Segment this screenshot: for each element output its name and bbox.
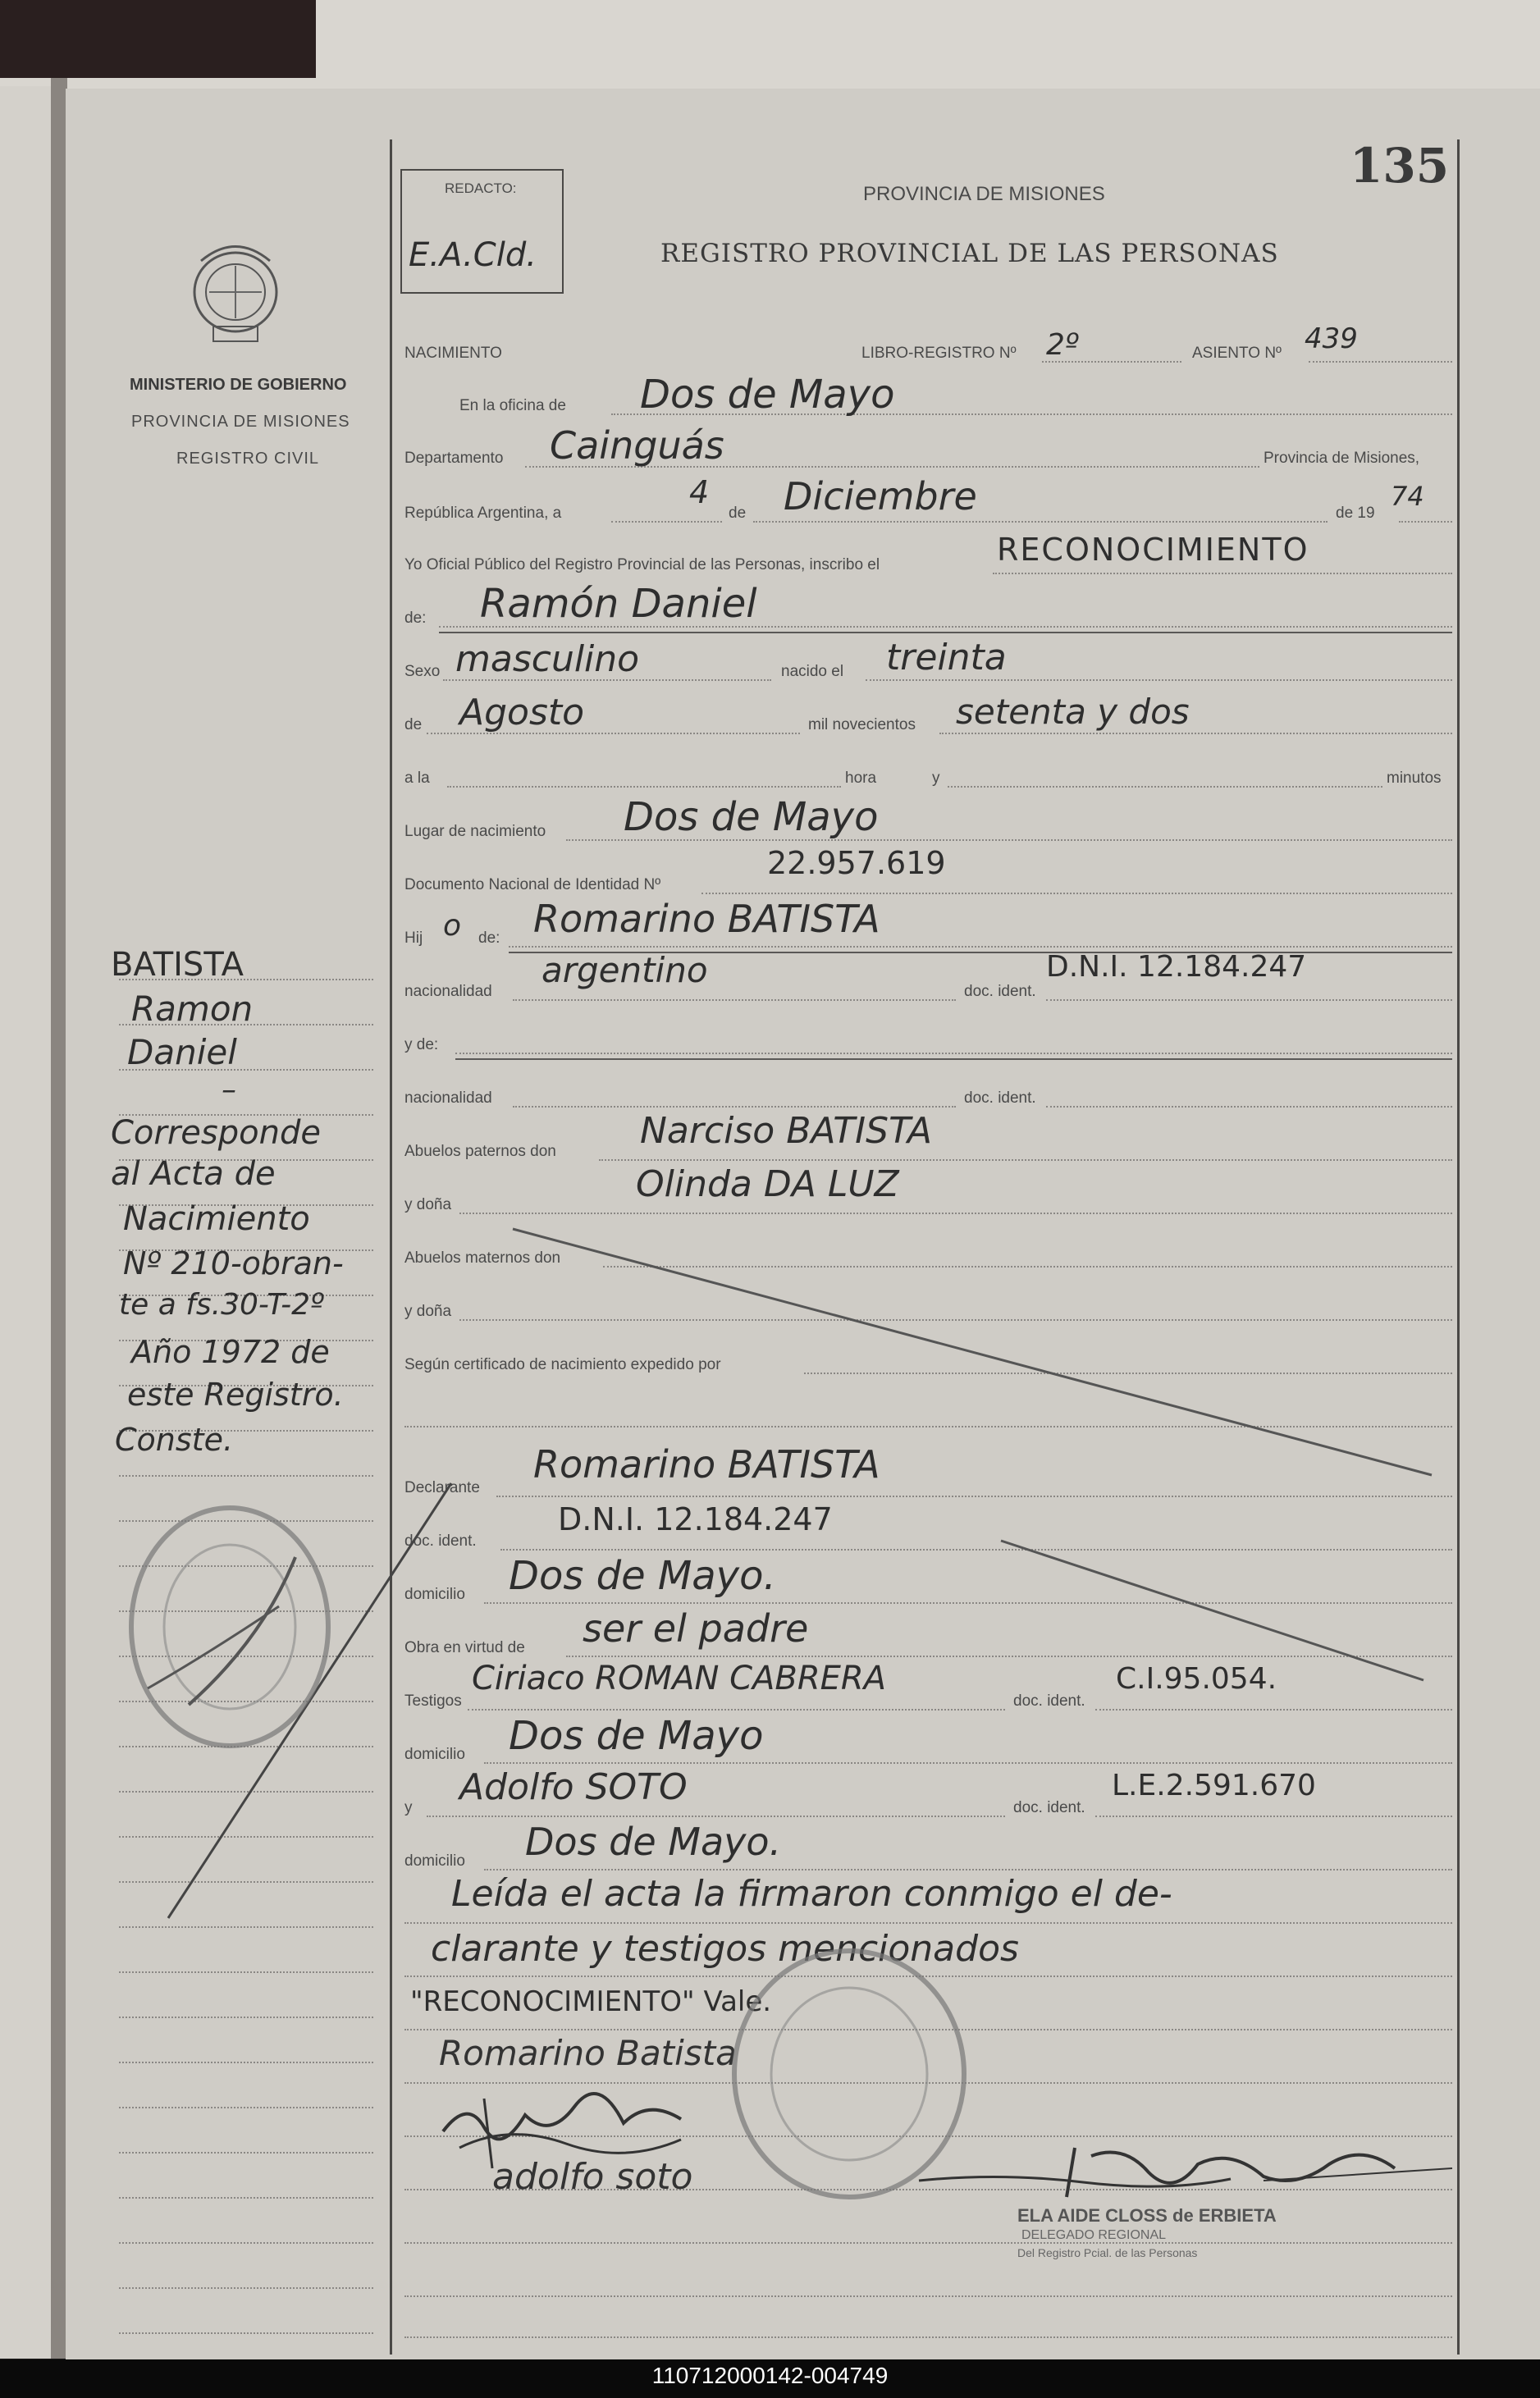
label-de-mes: de <box>729 505 747 522</box>
label-y-dona2: y doña <box>404 1303 452 1320</box>
book-binding <box>51 78 67 2359</box>
entry-testigo1-doc: C.I.95.054. <box>1116 1662 1277 1696</box>
entry-mes: Diciembre <box>784 474 977 518</box>
entry-declarante-doc: D.N.I. 12.184.247 <box>558 1501 833 1537</box>
label-sexo: Sexo <box>404 663 441 680</box>
label-oficina: En la oficina de <box>459 397 566 414</box>
redacto-label: REDACTO: <box>445 180 517 196</box>
label-a-la: a la <box>404 770 430 787</box>
label-obra: Obra en virtud de <box>404 1639 525 1656</box>
label-doc-ident2: doc. ident. <box>964 1089 1036 1107</box>
label-nacionalidad2: nacionalidad <box>404 1089 492 1107</box>
image-id-label: 110712000142-004749 <box>651 2363 889 2388</box>
ministry-line2: PROVINCIA DE MISIONES <box>131 413 350 431</box>
label-nacimiento: NACIMIENTO <box>404 345 502 362</box>
label-de-19: de 19 <box>1336 505 1375 522</box>
stamp-line2: DELEGADO REGIONAL <box>1021 2228 1167 2242</box>
label-testigos: Testigos <box>404 1692 462 1710</box>
label-de-nombre: de: <box>404 610 427 627</box>
margin-note-8: Nº 210-obran- <box>123 1245 344 1281</box>
label-asiento: ASIENTO Nº <box>1192 345 1282 362</box>
margin-note-5: Corresponde <box>111 1114 321 1152</box>
margin-note-9: te a fs.30-T-2º <box>119 1288 324 1322</box>
label-de-mes2: de <box>404 716 423 733</box>
margin-note-6: al Acta de <box>111 1155 276 1193</box>
label-republica: República Argentina, a <box>404 505 562 522</box>
margin-note-11: este Registro. <box>127 1377 344 1413</box>
entry-nombre: Ramón Daniel <box>480 581 757 627</box>
label-domicilio2: domicilio <box>404 1746 465 1763</box>
margin-note-7: Nacimiento <box>123 1200 310 1238</box>
label-declarante: Declarante <box>404 1479 480 1496</box>
entry-cierre2: clarante y testigos mencionados <box>431 1928 1019 1970</box>
stamp-line3: Del Registro Pcial. de las Personas <box>1017 2246 1198 2259</box>
entry-oficina: Dos de Mayo <box>640 372 895 418</box>
label-abuelos-maternos: Abuelos maternos don <box>404 1249 561 1267</box>
entry-anio: 74 <box>1391 481 1424 512</box>
label-doc-ident3: doc. ident. <box>404 1532 477 1550</box>
label-hora: hora <box>845 770 877 787</box>
margin-note-12: Conste. <box>115 1422 234 1458</box>
entry-testigo2: Adolfo SOTO <box>459 1766 688 1808</box>
label-provincia: Provincia de Misiones, <box>1264 450 1420 467</box>
label-libro: LIBRO-REGISTRO Nº <box>861 345 1017 362</box>
label-yo-oficial: Yo Oficial Público del Registro Provincial de las Personas, inscribo el <box>404 556 880 573</box>
label-y-de: y de: <box>404 1036 439 1053</box>
margin-note-1: BATISTA <box>111 946 244 984</box>
entry-asiento: 439 <box>1305 322 1358 355</box>
entry-padre: Romarino BATISTA <box>533 897 880 941</box>
entry-testigo1-domicilio: Dos de Mayo <box>509 1713 764 1759</box>
label-minutos: minutos <box>1387 770 1442 787</box>
label-doc-ident: doc. ident. <box>964 983 1036 1000</box>
entry-nacido-anio: setenta y dos <box>956 692 1190 732</box>
entry-hij: o <box>443 909 462 943</box>
label-segun: Según certificado de nacimiento expedido por <box>404 1356 721 1373</box>
entry-testigo2-domicilio: Dos de Mayo. <box>525 1820 782 1864</box>
background-dark-corner <box>0 0 316 78</box>
registry-stamp-left <box>98 1491 369 1762</box>
entry-cierre3: "RECONOCIMIENTO" Vale. <box>410 1985 772 2018</box>
label-nacionalidad: nacionalidad <box>404 983 492 1000</box>
entry-dia: 4 <box>689 474 710 510</box>
entry-libro: 2º <box>1046 328 1079 362</box>
entry-padre-nacionalidad: argentino <box>542 950 708 990</box>
label-mil: mil novecientos <box>808 716 916 733</box>
entry-declarante-domicilio: Dos de Mayo. <box>509 1553 776 1599</box>
margin-note-10: Año 1972 de <box>131 1334 330 1370</box>
entry-abuelo-paterno: Narciso BATISTA <box>640 1110 933 1152</box>
entry-departamento: Cainguás <box>550 423 724 468</box>
entry-cierre1: Leída el acta la firmaron conmigo el de- <box>451 1873 1172 1915</box>
redacto-initials: E.A.Cld. <box>409 236 537 274</box>
label-y-dona: y doña <box>404 1196 452 1213</box>
label-doc-ident5: doc. ident. <box>1013 1799 1085 1816</box>
label-doc-ident4: doc. ident. <box>1013 1692 1085 1710</box>
page-number: 135 <box>1350 138 1450 194</box>
ministry-line1: MINISTERIO DE GOBIERNO <box>130 376 347 394</box>
facing-page-edge <box>0 86 54 2359</box>
entry-testigo2-doc: L.E.2.591.670 <box>1112 1769 1316 1802</box>
label-y: y <box>932 770 940 787</box>
entry-sexo: masculino <box>455 638 640 680</box>
header-province: PROVINCIA DE MISIONES <box>863 183 1105 205</box>
entry-declarante: Romarino BATISTA <box>533 1442 880 1487</box>
ministry-line3: REGISTRO CIVIL <box>176 450 320 468</box>
entry-abuela-paterna: Olinda DA LUZ <box>636 1163 899 1205</box>
entry-nacido-mes: Agosto <box>459 692 585 733</box>
signature-testigo2: adolfo soto <box>492 2156 693 2198</box>
signature-declarante: Romarino Batista <box>439 2033 737 2073</box>
label-domicilio: domicilio <box>404 1586 465 1603</box>
entry-padre-doc: D.N.I. 12.184.247 <box>1046 950 1307 984</box>
label-abuelos-paternos: Abuelos paternos don <box>404 1143 556 1160</box>
header-registry: REGISTRO PROVINCIAL DE LAS PERSONAS <box>660 239 1279 268</box>
label-hij: Hij <box>404 930 423 947</box>
label-departamento: Departamento <box>404 450 504 467</box>
entry-acto: RECONOCIMIENTO <box>997 532 1309 568</box>
label-lugar: Lugar de nacimiento <box>404 823 546 840</box>
entry-dni: 22.957.619 <box>767 845 946 881</box>
label-de2: de: <box>478 930 500 947</box>
label-y2: y <box>404 1799 413 1816</box>
label-dni: Documento Nacional de Identidad Nº <box>404 876 661 893</box>
entry-lugar: Dos de Mayo <box>624 794 879 840</box>
registry-page <box>66 89 1540 2359</box>
entry-obra: ser el padre <box>583 1606 809 1651</box>
stamp-line1: ELA AIDE CLOSS de ERBIETA <box>1017 2205 1277 2226</box>
margin-note-4: – <box>222 1073 236 1107</box>
label-nacido: nacido el <box>781 663 844 680</box>
registry-stamp-bottom <box>714 1934 985 2205</box>
margin-note-3: Daniel <box>127 1032 237 1072</box>
entry-nacido: treinta <box>886 637 1007 678</box>
margin-note-2: Ramon <box>131 989 254 1029</box>
label-domicilio3: domicilio <box>404 1852 465 1870</box>
entry-testigo1: Ciriaco ROMAN CABRERA <box>472 1660 887 1697</box>
